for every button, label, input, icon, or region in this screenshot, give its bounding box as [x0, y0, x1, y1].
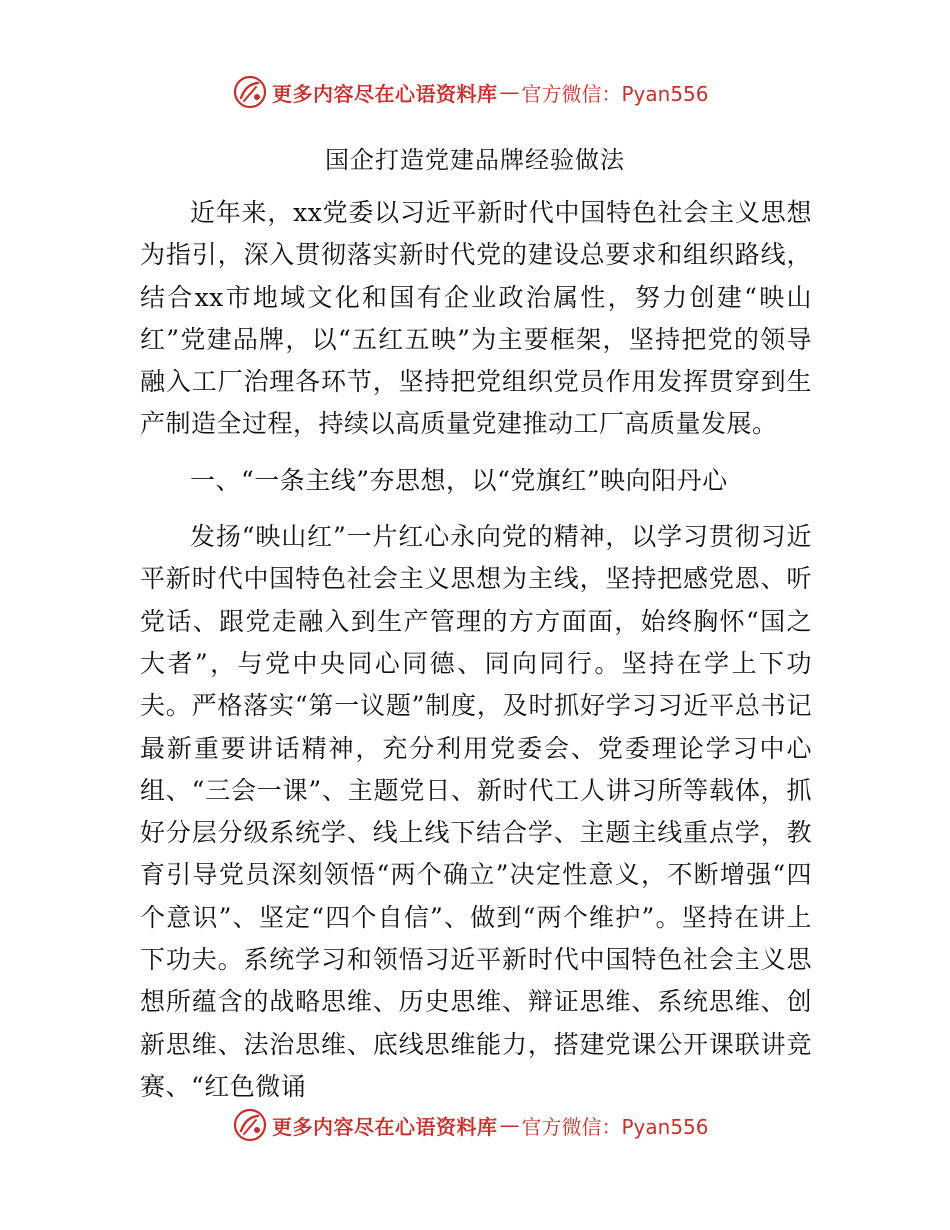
paragraph-section-1: 发扬“映山红”一片红心永向党的精神，以学习贯彻习近平新时代中国特色社会主义思想为主线，坚持把感党恩、听党话、跟党走融入到生产管理的方方面面，始终胸怀“国之大者”，与党中央同心同德、同向同行。坚持在学上下功夫。严格落实“第一议题”制度，及时抓好学习习近平总书记最新重要讲话精神，充分利用党委会、党委理论学习中心组、“三会一课”、主题党日、新时代工人讲习所等载体，抓好分层分级系统学、线上线下结合学、主题主线重点学，教育引导党员深刻领悟“两个确立”决定性意义，不断增强“四个意识”、坚定“四个自信”、做到“两个维护”。坚持在讲上下功夫。系统学习和领悟习近平新时代中国特色社会主义思想所蕴含的战略思维、历史思维、辩证思维、系统思维、创新思维、法治思维、底线思维能力，搭建党课公开课联讲竞赛、“红色微诵: [140, 522, 812, 1101]
banner-wechat-id: 官方微信：Pyan556: [521, 1114, 709, 1139]
header-banner[interactable]: [232, 72, 712, 112]
banner-slogan: 更多内容尽在心语资料库: [272, 1114, 498, 1139]
banner-slogan: 更多内容尽在心语资料库: [272, 81, 498, 106]
document-body: [140, 192, 812, 1108]
banner-dash: —: [499, 80, 520, 104]
document-title: 国企打造党建品牌经验做法: [325, 146, 625, 174]
red-seal-logo-icon: [232, 74, 268, 110]
banner-wechat-id: 官方微信：Pyan556: [521, 81, 709, 106]
footer-banner[interactable]: [232, 1105, 712, 1145]
paragraph-intro: 近年来，xx党委以习近平新时代中国特色社会主义思想为指引，深入贯彻落实新时代党的建设总要求和组织路线，结合xx市地域文化和国有企业政治属性，努力创建“映山红”党建品牌，以“五红五映”为主要框架，坚持把党的领导融入工厂治理各环节，坚持把党组织党员作用发挥贯穿到生产制造全过程，持续以高质量党建推动工厂高质量发展。: [140, 198, 812, 439]
red-seal-logo-icon: [232, 1107, 268, 1143]
banner-dash: —: [499, 1113, 520, 1137]
section-heading-1: 一、“一条主线”夯思想，以“党旗红”映向阳丹心: [190, 465, 728, 495]
